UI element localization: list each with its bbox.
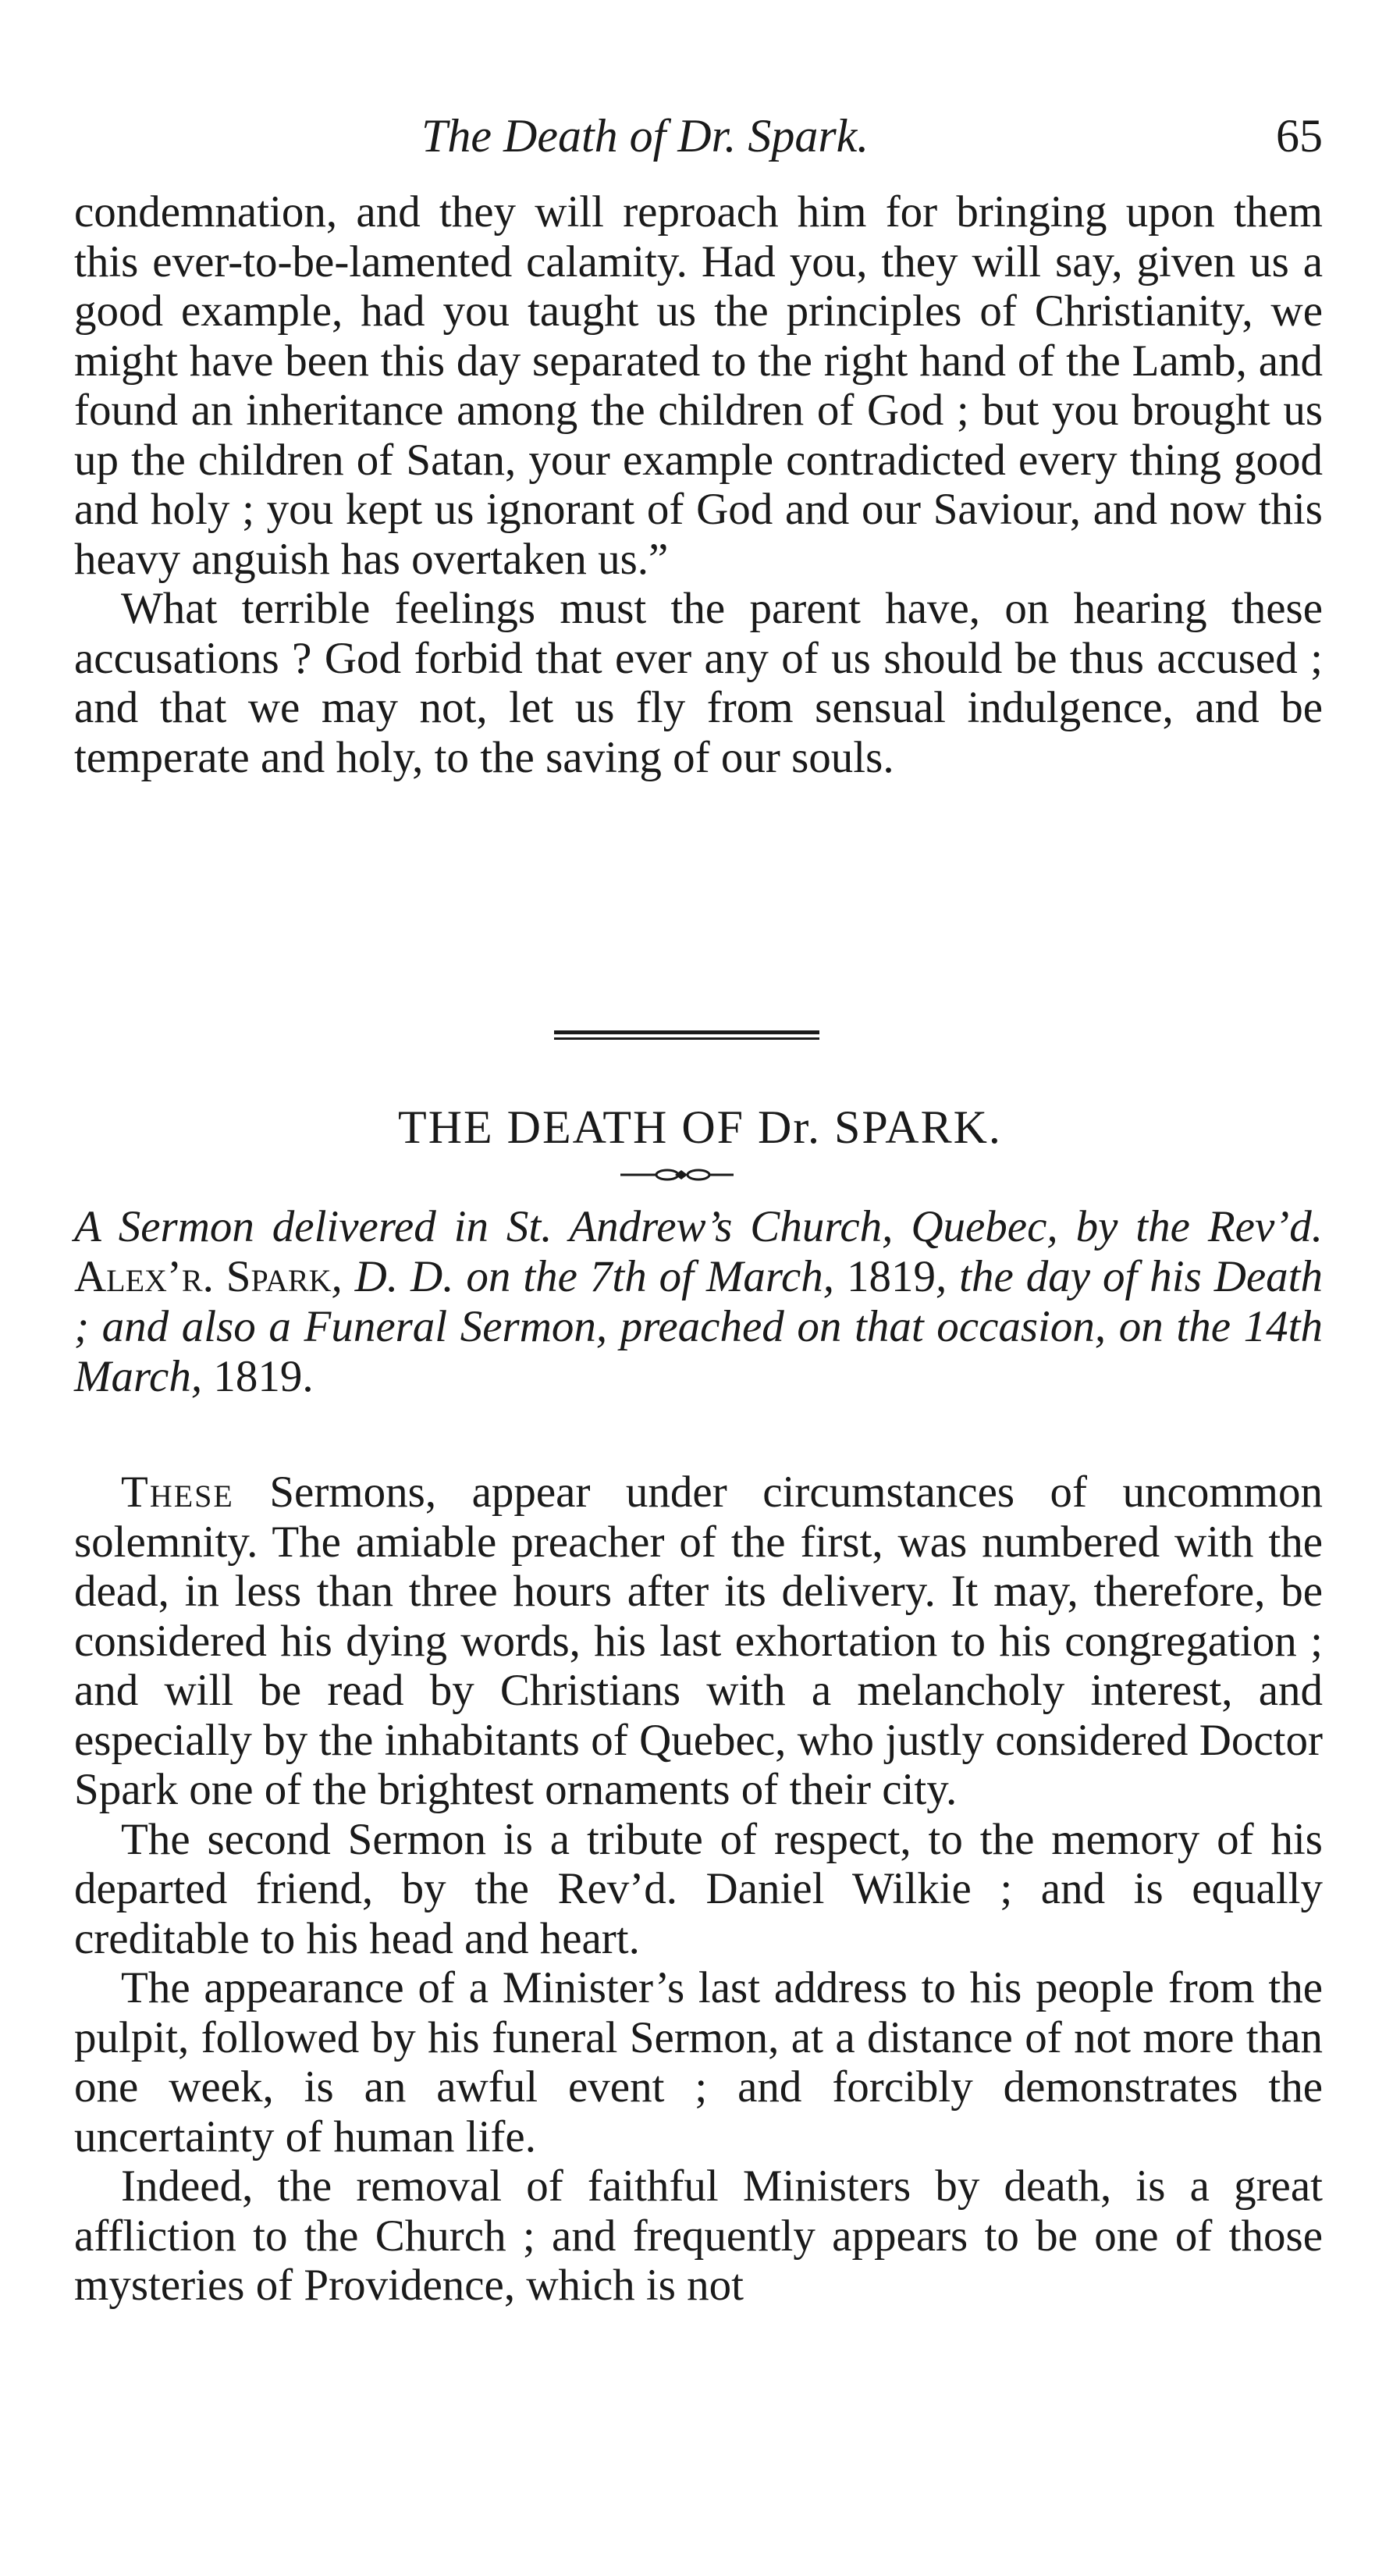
paragraph-text: Sermons, appear under circumstances of uncommon solemnity. The amiable preacher of the first, was numbered with the dead, in less than three hours after its delivery. It may, therefore, be considered his dying words, his last exhortation to his congregation ; and will be read by Christians with a melancholy interest, and especially by the inhabitants of Quebec, who justly considered Doctor Spark one of the brightest ornaments of their city. xyxy=(74,1468,1323,1814)
page-header xyxy=(94,109,1331,172)
subtitle-year: 1819. xyxy=(213,1352,314,1401)
lead-word: These xyxy=(121,1468,234,1517)
subtitle-text: , the day of his Death ; and also a Funeral Sermon, preached on that occasion, on the 14th March, xyxy=(74,1252,1324,1401)
paragraph: The appearance of a Minister’s last address to his people from the pulpit, followed by his funeral Sermon, at a distance of not more than one week, is an awful event ; and forcibly demonstrates the uncertainty of human life. xyxy=(74,1963,1323,2161)
paragraph xyxy=(74,1468,1323,1815)
divider-rule xyxy=(554,1037,819,1040)
running-title: The Death of Dr. Spark. xyxy=(421,110,869,162)
article-subtitle xyxy=(74,1202,1323,1402)
subtitle-text: A Sermon delivered in St. Andrew’s Church, Quebec, by the Rev’d. xyxy=(74,1202,1323,1251)
ornament-flourish xyxy=(605,1167,745,1183)
author-name: Alex’r. Spark xyxy=(74,1252,332,1301)
paragraph: Indeed, the removal of faithful Ministers by death, is a great affliction to the Church ; and frequently appears to be one of those mysteries of Providence, which is not xyxy=(74,2161,1323,2310)
previous-article-ending xyxy=(74,187,1323,782)
page-number: 65 xyxy=(1276,110,1323,162)
subtitle-text: , D. D. on the 7th of March, xyxy=(331,1252,847,1301)
divider-rule xyxy=(554,1030,819,1034)
paragraph: condemnation, and they will reproach him for bringing upon them this ever-to-be-lamented calamity. Had you, they will say, given us a good example, had you taught us the principles of Christianity, we might have been this day separated to the right hand of the Lamb, and found an inheritance among the children of God ; but you brought us up the children of Satan, your example contradicted every thing good and holy ; you kept us ignorant of God and our Saviour, and now this heavy anguish has overtaken us.” xyxy=(74,187,1323,584)
paragraph: What terrible feelings must the parent have, on hearing these accusations ? God forbid that ever any of us should be thus accused ; and that we may not, let us fly from sensual indulgence, and be temperate and holy, to the saving of our souls. xyxy=(74,584,1323,782)
paragraph: The second Sermon is a tribute of respect, to the memory of his departed friend, by the Rev’d. Daniel Wilkie ; and is equally creditable to his head and heart. xyxy=(74,1814,1323,1963)
article-title: THE DEATH OF Dr. SPARK. xyxy=(398,1101,1002,1153)
review-text xyxy=(74,1468,1323,2311)
subtitle-year: 1819 xyxy=(846,1252,936,1301)
section-divider xyxy=(554,1030,819,1043)
